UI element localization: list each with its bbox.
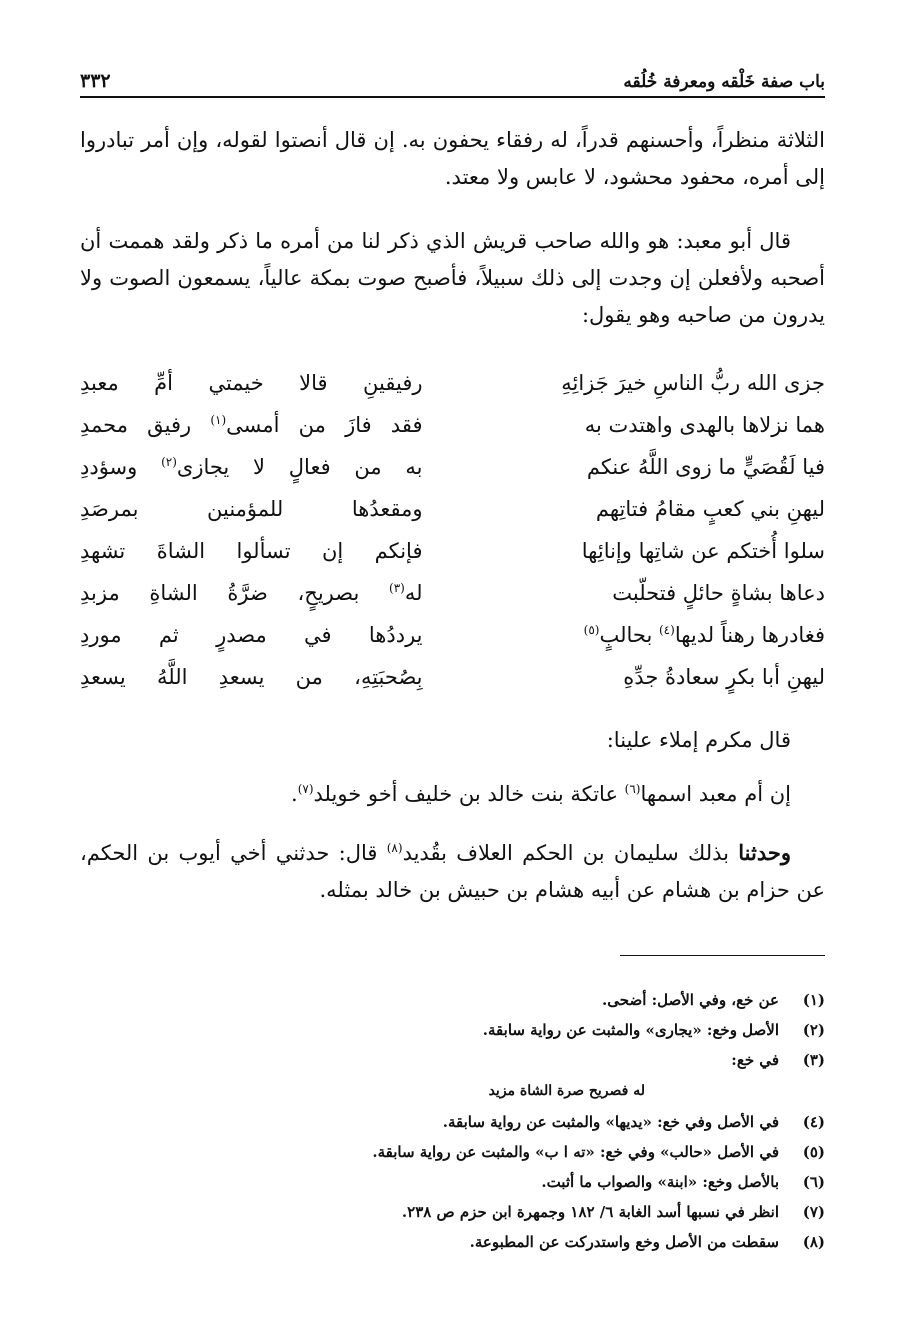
poem-hemistich: رفيقينِ قالا خيمتي أمِّ معبدِ — [80, 371, 423, 395]
poem-hemistich: ليهنِ بني كعبٍ مقامُ فتاتِهم — [595, 497, 825, 521]
footnote: (٥) في الأصل «حالب» وفي خع: «ته ا ب» والمثبت عن رواية سابقة. — [372, 1143, 825, 1161]
poem-hemistich: جزى الله ربُّ الناسِ خيرَ جَزائِهِ — [561, 371, 825, 395]
footnote-ref: (٢) — [161, 455, 177, 469]
poem-hemistich: هما نزلاها بالهدى واهتدت به — [584, 413, 825, 437]
poem-hemistich: فغادرها رهناً لديها$^{(٤)}$ بحالبٍ$^{(٥)}$ — [583, 623, 825, 647]
footnote-ref: (٧) — [297, 782, 314, 796]
paragraph-2: قال أبو معبد: هو والله صاحب قريش الذي ذكر لنا من أمره ما ذكر ولقد هممت أن أصحبه ولأفعلن إن وجدت إلى ذلك سبيلاً، فأصبح صوت بمكة عالياً، يسمعون الصوت ولا يدرون من صاحبه وهو يقول: — [80, 229, 825, 327]
footnote: (٣) في خع: — [731, 1051, 825, 1069]
footnote-ref: (٦) — [624, 782, 641, 796]
footnote-ref: (١) — [210, 413, 227, 427]
poem-hemistich: ليهنِ أبا بكرٍ سعادةُ جدِّهِ — [623, 665, 825, 689]
footnote-ref: (٣) — [389, 581, 405, 595]
poem-hemistich: يرددُها في مصدرٍ ثم موردِ — [80, 623, 423, 647]
poem-hemistich: ومقعدُها للمؤمنين بمرصَدِ — [80, 497, 423, 521]
poem-hemistich: به من فعالٍ لا يجازى$^{(٢)}$ وسؤددِ — [80, 455, 423, 479]
footnote: (٦) بالأصل وخع: «ابنة» والصواب ما أثبت. — [541, 1173, 825, 1191]
poem-hemistich: فقد فازَ من أمسى$^{(١)}$ رفيق محمدِ — [80, 413, 423, 437]
paragraph-hadith: وحدثنا بذلك سليمان بن الحكم العلاف بقُديد$^{(٨)}$ قال: حدثني أخي أيوب بن الحكم، عن حزام بن هشام عن أبيه هشام بن حبيش بن خالد بمثله. — [80, 840, 825, 902]
paragraph-mukram: قال مكرم إملاء علينا: — [606, 728, 791, 752]
poem-hemistich: دعاها بشاةٍ حائلٍ فتحلّبت — [612, 581, 825, 605]
footnote-divider — [620, 955, 825, 956]
footnote-verse: له فصريح صرة الشاة مزيد — [488, 1083, 645, 1099]
footnote: (٤) في الأصل وفي خع: «يديها» والمثبت عن رواية سابقة. — [442, 1113, 825, 1131]
footnote: (٢) الأصل وخع: «يجارى» والمثبت عن رواية سابقة. — [482, 1021, 825, 1039]
footnote-ref: (٤) — [658, 623, 675, 637]
footnote: (٧) انظر في نسبها أسد الغابة ٦/ ١٨٢ وجمهرة ابن حزم ص ٢٣٨. — [401, 1203, 825, 1221]
page-number: ٣٣٢ — [80, 70, 111, 92]
poem — [80, 362, 825, 698]
paragraph-1: الثلاثة منظراً، وأحسنهم قدراً، له رفقاء يحفون به. إن قال أنصتوا لقوله، وإن أمر تبادروا إلى أمره، محفود محشود، لا عابس ولا معتد. — [80, 128, 825, 189]
footnotes — [80, 985, 825, 1257]
footnote-ref: (٨) — [386, 841, 403, 855]
poem-hemistich: سلوا أُختكم عن شاتِها وإنائِها — [581, 539, 825, 563]
paragraph-umm-mabad: إن أم معبد اسمها$^{(٦)}$ عاتكة بنت خالد بن خليف أخو خويلد$^{(٧)}$. — [291, 782, 791, 806]
poem-hemistich: فإنكم إن تسألوا الشاةَ تشهدِ — [80, 539, 423, 563]
footnote-ref: (٥) — [583, 623, 600, 637]
footnote: (١) عن خع، وفي الأصل: أضحى. — [602, 991, 825, 1009]
poem-hemistich: له$^{(٣)}$ بصريحٍ، ضرَّةُ الشاةِ مزبدِ — [80, 581, 423, 605]
running-header — [80, 58, 825, 98]
chapter-title: باب صفة خَلْقه ومعرفة خُلُقه — [623, 72, 825, 92]
poem-hemistich: فيا لَقُصَيٍّ ما زوى اللَّهُ عنكم — [586, 455, 825, 479]
footnote: (٨) سقطت من الأصل وخع واستدركت عن المطبوعة. — [469, 1233, 825, 1251]
poem-hemistich: بِصُحبَتِهِ، من يسعدِ اللَّهُ يسعدِ — [80, 665, 423, 689]
